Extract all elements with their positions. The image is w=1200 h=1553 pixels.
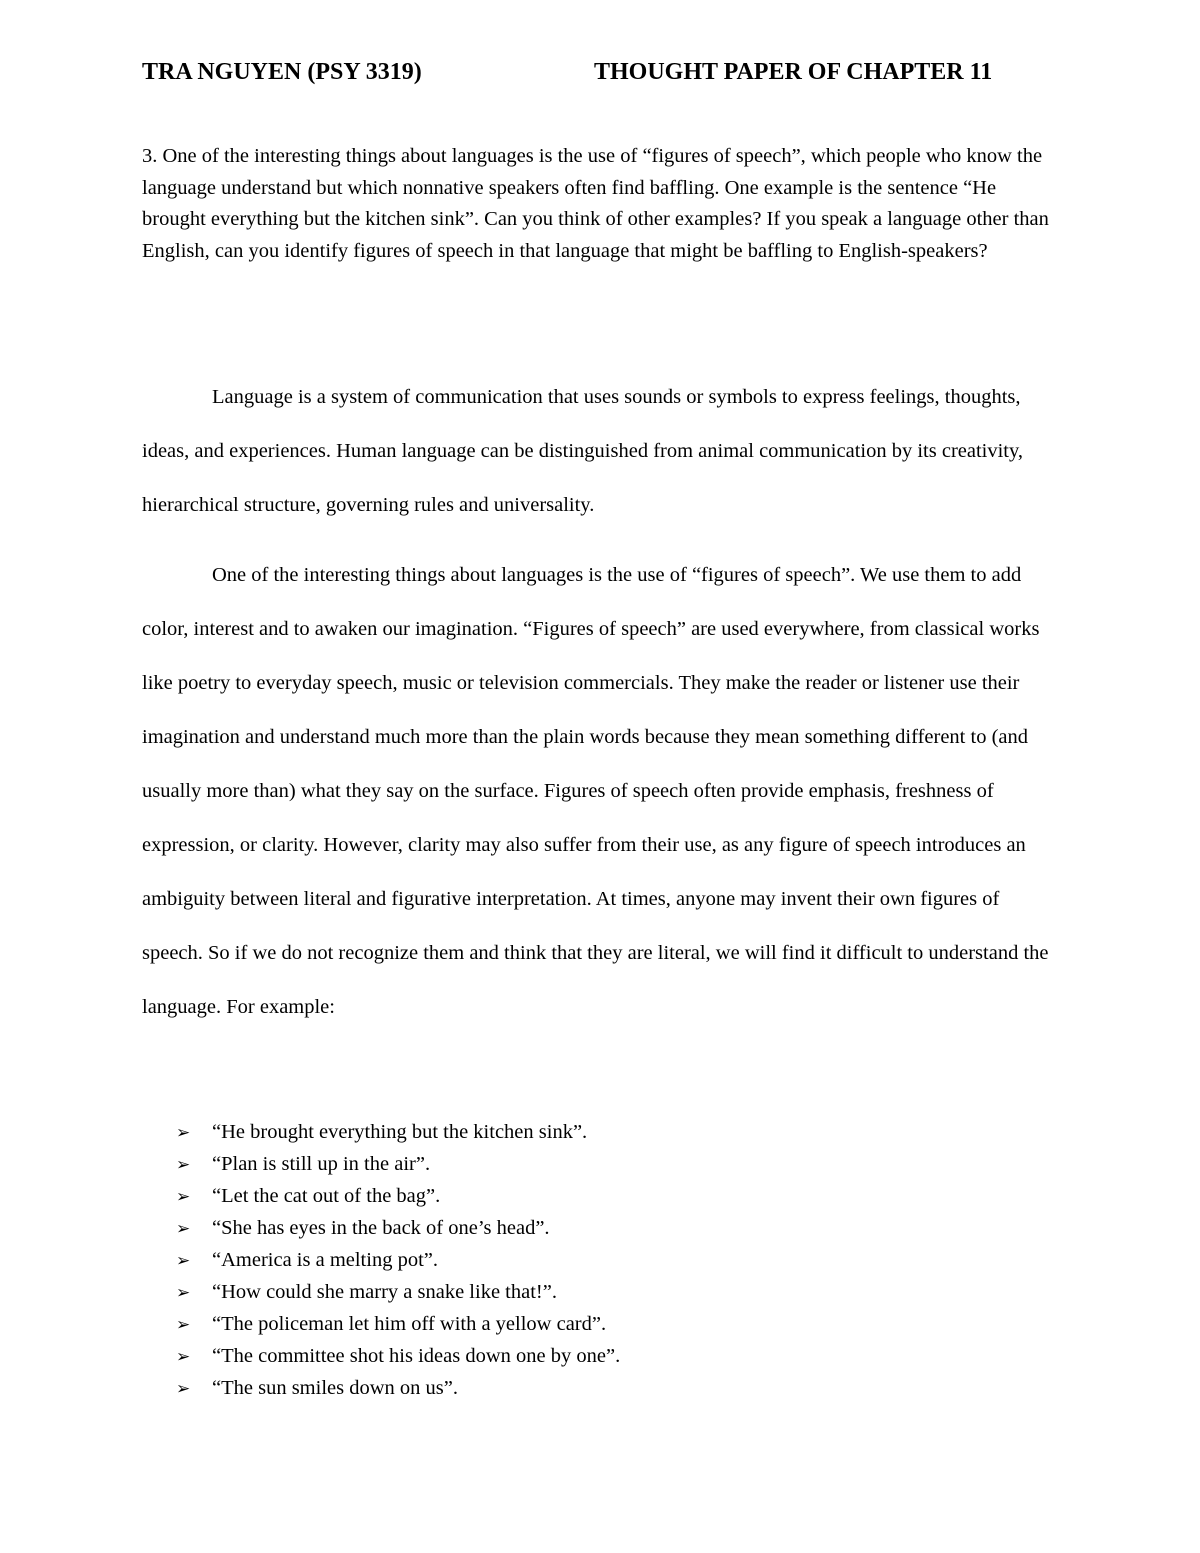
arrowhead-bullet-icon: ➢ <box>176 1347 191 1367</box>
example-text: “The committee shot his ideas down one by one”. <box>212 1345 621 1367</box>
list-item <box>176 1309 620 1341</box>
arrowhead-bullet-icon: ➢ <box>176 1283 191 1303</box>
example-text: “He brought everything but the kitchen sink”. <box>212 1121 588 1143</box>
list-item <box>176 1341 620 1373</box>
examples-list <box>176 1117 620 1405</box>
list-item <box>176 1181 620 1213</box>
paragraph-figures-of-speech: One of the interesting things about languages is the use of “figures of speech”. We use them to add color, interest and to awaken our imagination. “Figures of speech” are used everywhere, from classical works like poetry to everyday speech, music or television commercials. They make the reader or listener use their imagination and understand much more than the plain words because they mean something different to (and usually more than) what they say on the surface. Figures of speech often provide emphasis, freshness of expression, or clarity. However, clarity may also suffer from their use, as any figure of speech introduces an ambiguity between literal and figurative interpretation. At times, anyone may invent their own figures of speech. So if we do not recognize them and think that they are literal, we will find it difficult to understand the language. For example: <box>142 564 1049 1018</box>
question-prompt: 3. One of the interesting things about languages is the use of “figures of speech”, which people who know the language understand but which nonnative speakers often find baffling. One example is the sentence “He brought everything but the kitchen sink”. Can you think of other examples? If you speak a language other than English, can you identify figures of speech in that language that might be baffling to English-speakers? <box>142 145 1049 262</box>
list-item <box>176 1245 620 1277</box>
arrowhead-bullet-icon: ➢ <box>176 1123 191 1143</box>
example-text: “Plan is still up in the air”. <box>212 1153 431 1175</box>
arrowhead-bullet-icon: ➢ <box>176 1315 191 1335</box>
list-item <box>176 1373 620 1405</box>
example-text: “The sun smiles down on us”. <box>212 1377 458 1399</box>
arrowhead-bullet-icon: ➢ <box>176 1187 191 1207</box>
list-item <box>176 1277 620 1309</box>
list-item <box>176 1149 620 1181</box>
example-text: “She has eyes in the back of one’s head”. <box>212 1217 550 1239</box>
example-text: “America is a melting pot”. <box>212 1249 438 1271</box>
arrowhead-bullet-icon: ➢ <box>176 1251 191 1271</box>
paragraph-language-definition: Language is a system of communication that uses sounds or symbols to express feelings, thoughts, ideas, and experiences. Human language can be distinguished from animal communication by its creativity, hierarchical structure, governing rules and universality. <box>142 386 1024 516</box>
arrowhead-bullet-icon: ➢ <box>176 1219 191 1239</box>
list-item <box>176 1213 620 1245</box>
arrowhead-bullet-icon: ➢ <box>176 1379 191 1399</box>
header-author-course: TRA NGUYEN (PSY 3319) <box>142 59 422 85</box>
arrowhead-bullet-icon: ➢ <box>176 1155 191 1175</box>
header-paper-title: THOUGHT PAPER OF CHAPTER 11 <box>594 59 993 85</box>
example-text: “The policeman let him off with a yellow card”. <box>212 1313 607 1335</box>
example-text: “How could she marry a snake like that!”. <box>212 1281 557 1303</box>
example-text: “Let the cat out of the bag”. <box>212 1185 441 1207</box>
list-item <box>176 1117 620 1149</box>
